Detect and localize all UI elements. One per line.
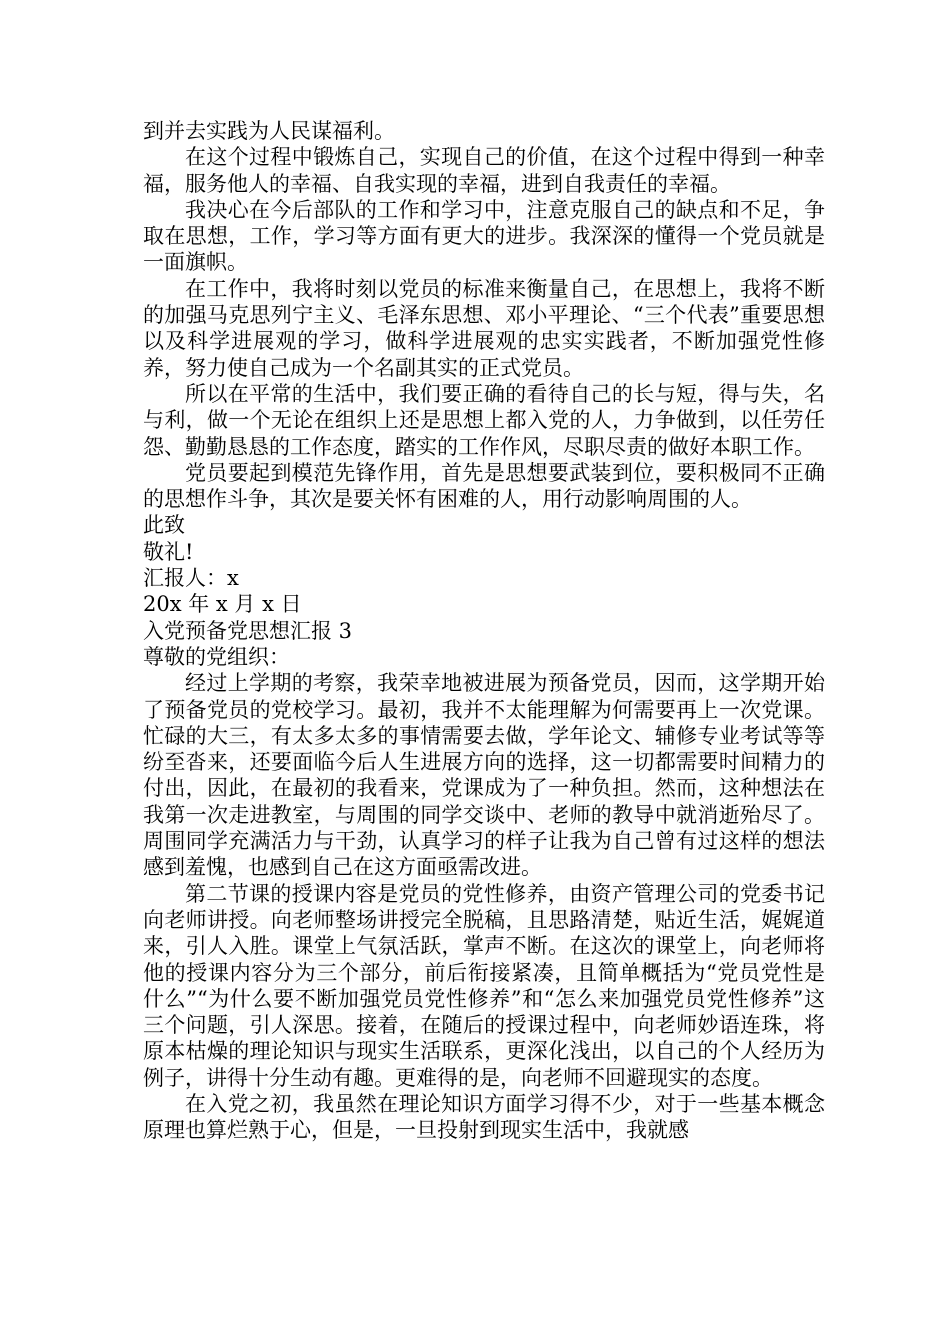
paragraph-self-growth: 在这个过程中锻炼自己，实现自己的价值，在这个过程中得到一种幸福，服务他人的幸福、自我实现的幸福，进到自我责任的幸福。 [143, 145, 825, 196]
closing-date: 20x 年 x 月 x 日 [143, 592, 302, 617]
paragraph-second-lesson: 第二节课的授课内容是党员的党性修养，由资产管理公司的党委书记向老师讲授。向老师整场讲授完全脱稿，且思路清楚，贴近生活，娓娓道来，引人入胜。课堂上气氛活跃，掌声不断。在这次的课堂上，向老师将他的授课内容分为三个部分，前后衔接紧凑，且简单概括为“党员党性是什么”“为什么要不断加强党员党性修养”和“怎么来加强党员党性修养”这三个问题，引人深思。接着，在随后的授课过程中，向老师妙语连珠，将原本枯燥的理论知识与现实生活联系，更深化浅出，以自己的个人经历为例子，讲得十分生动有趣。更难得的是，向老师不回避现实的态度。 [143, 881, 825, 1090]
section-title: 入党预备党思想汇报 3 [143, 618, 353, 643]
document-body [143, 118, 825, 1226]
closing-reporter: 汇报人：x [143, 566, 239, 591]
greeting: 尊敬的党组织： [143, 644, 290, 669]
paragraph-party-school: 经过上学期的考察，我荣幸地被进展为预备党员，因而，这学期开始了预备党员的党校学习。最初，我并不太能理解为何需要再上一次党课。忙碌的大三，有太多太多的事情需要去做，学年论文、辅修专业考试等等纷至沓来，还要面临今后人生进展方向的选择，这一切都需要时间精力的付出，因此，在最初的我看来，党课成为了一种负担。然而，这种想法在我第一次走进教室，与周围的同学交谈中、老师的教导中就消逝殆尽了。周围同学充满活力与干劲，认真学习的样子让我为自己曾有过这样的想法感到羞愧，也感到自己在这方面亟需改进。 [143, 671, 825, 880]
paragraph-work-standard: 在工作中，我将时刻以党员的标准来衡量自己，在思想上，我将不断的加强马克思列宁主义、毛泽东思想、邓小平理论、“三个代表”重要思想以及科学进展观的学习，做科学进展观的忠实实践者，不断加强党性修养，努力使自己成为一个名副其实的正式党员。 [143, 276, 825, 380]
paragraph-role-model: 党员要起到模范先锋作用，首先是思想要武装到位，要积极同不正确的思想作斗争，其次是要关怀有困难的人，用行动影响周围的人。 [143, 460, 825, 512]
paragraph-beginning: 在入党之初，我虽然在理论知识方面学习得不少，对于一些基本概念原理也算烂熟于心，但是，一旦投射到现实生活中，我就感 [143, 1091, 825, 1143]
closing-regards: 敬礼! [143, 539, 194, 564]
paragraph-determination: 我决心在今后部队的工作和学习中，注意克服自己的缺点和不足，争取在思想，工作，学习等方面有更大的进步。我深深的懂得一个党员就是一面旗帜。 [143, 197, 825, 275]
closing-salutation: 此致 [143, 513, 185, 538]
paragraph-daily-life: 所以在平常的生活中，我们要正确的看待自己的长与短，得与失，名与利，做一个无论在组织上还是思想上都入党的人，力争做到，以任劳任怨、勤勤恳恳的工作态度，踏实的工作作风，尽职尽责的做好本职工作。 [143, 381, 825, 459]
lead-line: 到并去实践为人民谋福利。 [143, 119, 395, 143]
document-page [143, 118, 825, 1226]
